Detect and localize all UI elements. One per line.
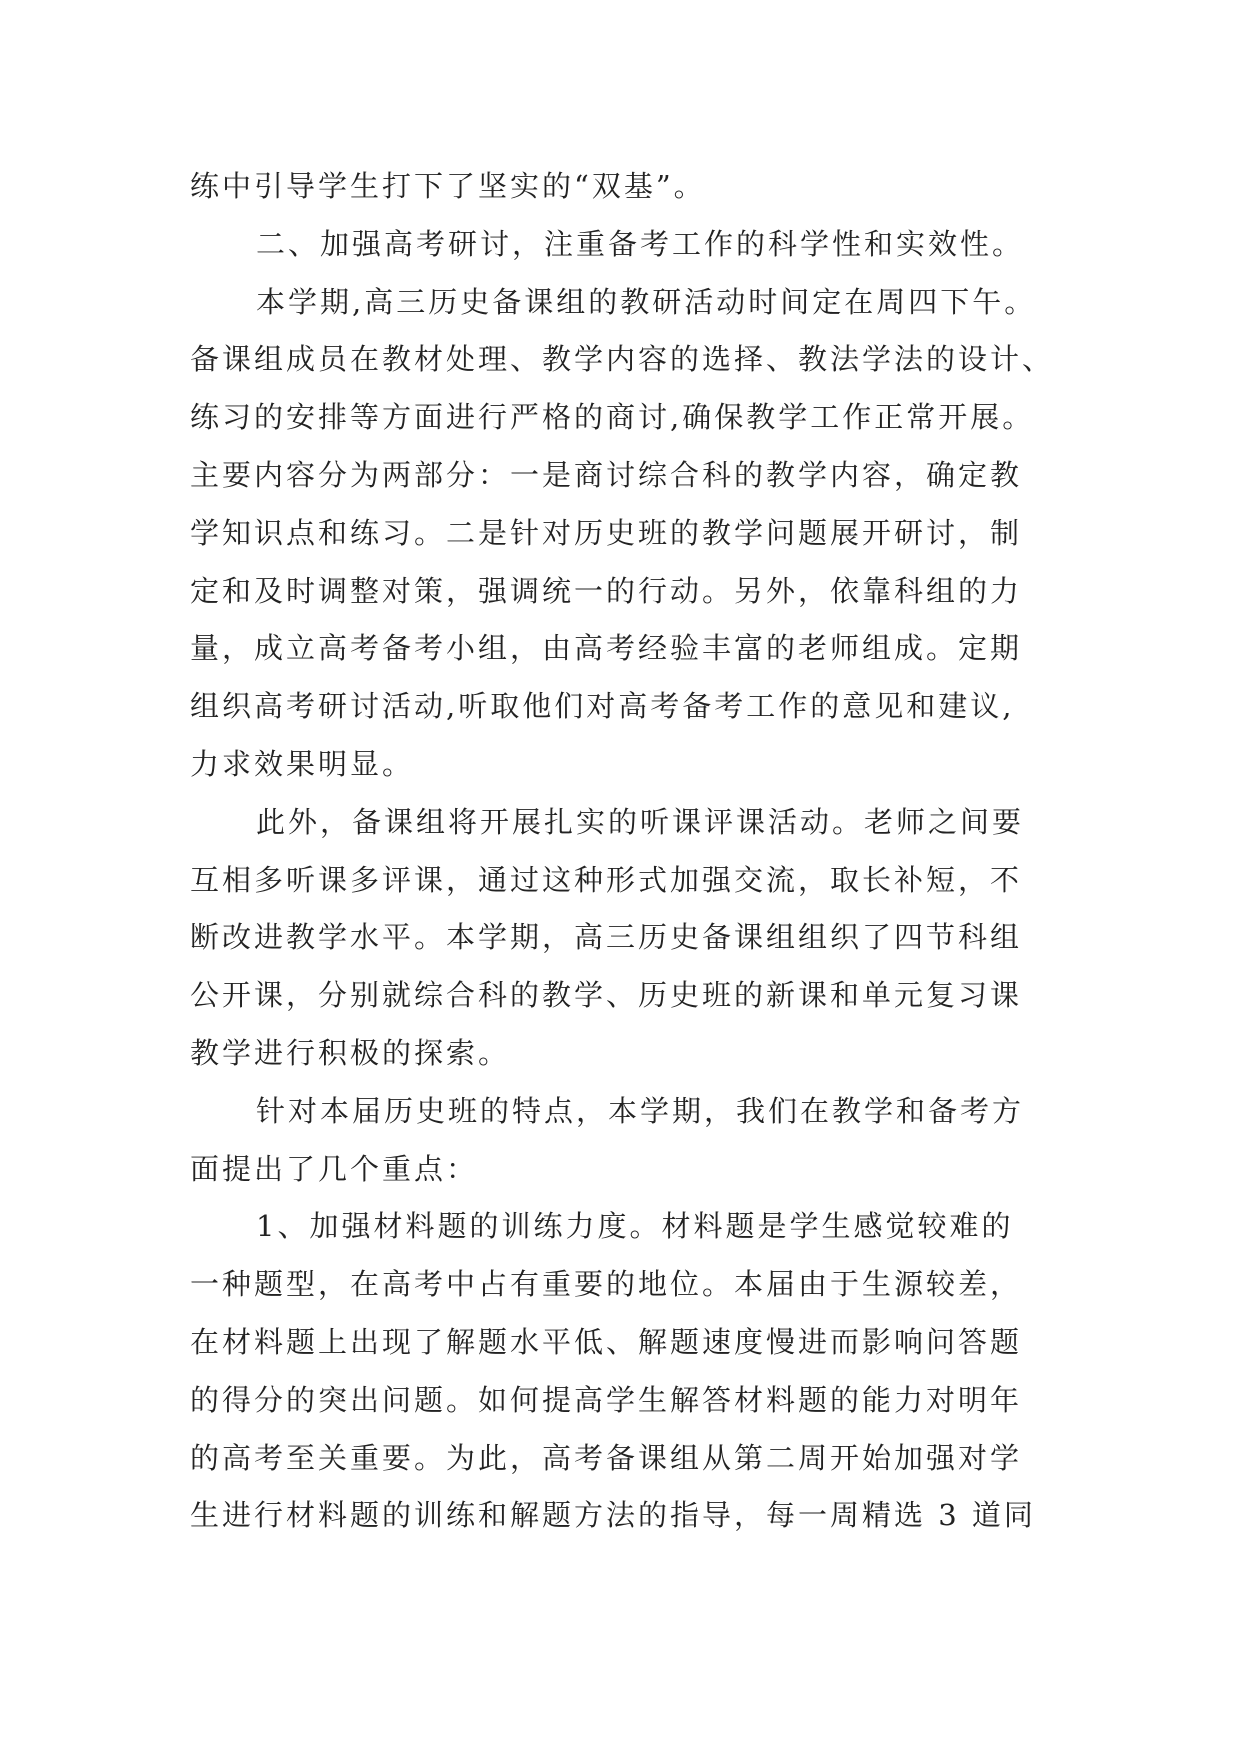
text-line: 主要内容分为两部分：一是商讨综合科的教学内容，确定教: [190, 457, 1023, 492]
text-line: 针对本届历史班的特点，本学期，我们在教学和备考方: [256, 1093, 1025, 1128]
text-line: 练习的安排等方面进行严格的商讨,确保教学工作正常开展。: [190, 400, 1035, 435]
text-line: 此外，备课组将开展扎实的听课评课活动。老师之间要: [256, 804, 1025, 839]
text-line: 教学进行积极的探索。: [190, 1035, 511, 1070]
text-line: 量，成立高考备考小组，由高考经验丰富的老师组成。定期: [190, 631, 1023, 666]
text-line: 在材料题上出现了解题水平低、解题速度慢进而影响问答题: [190, 1324, 1023, 1359]
text-line: 公开课，分别就综合科的教学、历史班的新课和单元复习课: [190, 978, 1023, 1013]
text-line: 二、加强高考研讨，注重备考工作的科学性和实效性。: [256, 226, 1025, 261]
text-line: 互相多听课多评课，通过这种形式加强交流，取长补短，不: [190, 862, 1023, 897]
text-line: 的高考至关重要。为此，高考备课组从第二周开始加强对学: [190, 1440, 1023, 1475]
text-line: 1、加强材料题的训练力度。材料题是学生感觉较难的: [256, 1209, 1014, 1244]
text-line: 的得分的突出问题。如何提高学生解答材料题的能力对明年: [190, 1382, 1023, 1417]
text-line: 练中引导学生打下了坚实的“双基”。: [190, 169, 706, 203]
text-line: 学知识点和练习。二是针对历史班的教学问题展开研讨，制: [190, 515, 1023, 550]
text-line: 力求效果明显。: [190, 746, 415, 781]
text-line: 面提出了几个重点：: [190, 1151, 479, 1186]
text-line: 生进行材料题的训练和解题方法的指导，每一周精选 3 道同: [190, 1498, 1036, 1533]
text-line: 定和及时调整对策，强调统一的行动。另外，依靠科组的力: [190, 573, 1023, 608]
text-line: 备课组成员在教材处理、教学内容的选择、教法学法的设计、: [190, 342, 1055, 377]
text-line: 组织高考研讨活动,听取他们对高考备考工作的意见和建议,: [190, 689, 1015, 724]
body-text: [190, 158, 1070, 1545]
text-line: 本学期,高三历史备课组的教研活动时间定在周四下午。: [256, 284, 1037, 319]
text-line: 断改进教学水平。本学期，高三历史备课组组织了四节科组: [190, 920, 1023, 955]
text-line: 一种题型，在高考中占有重要的地位。本届由于生源较差，: [190, 1267, 1023, 1302]
